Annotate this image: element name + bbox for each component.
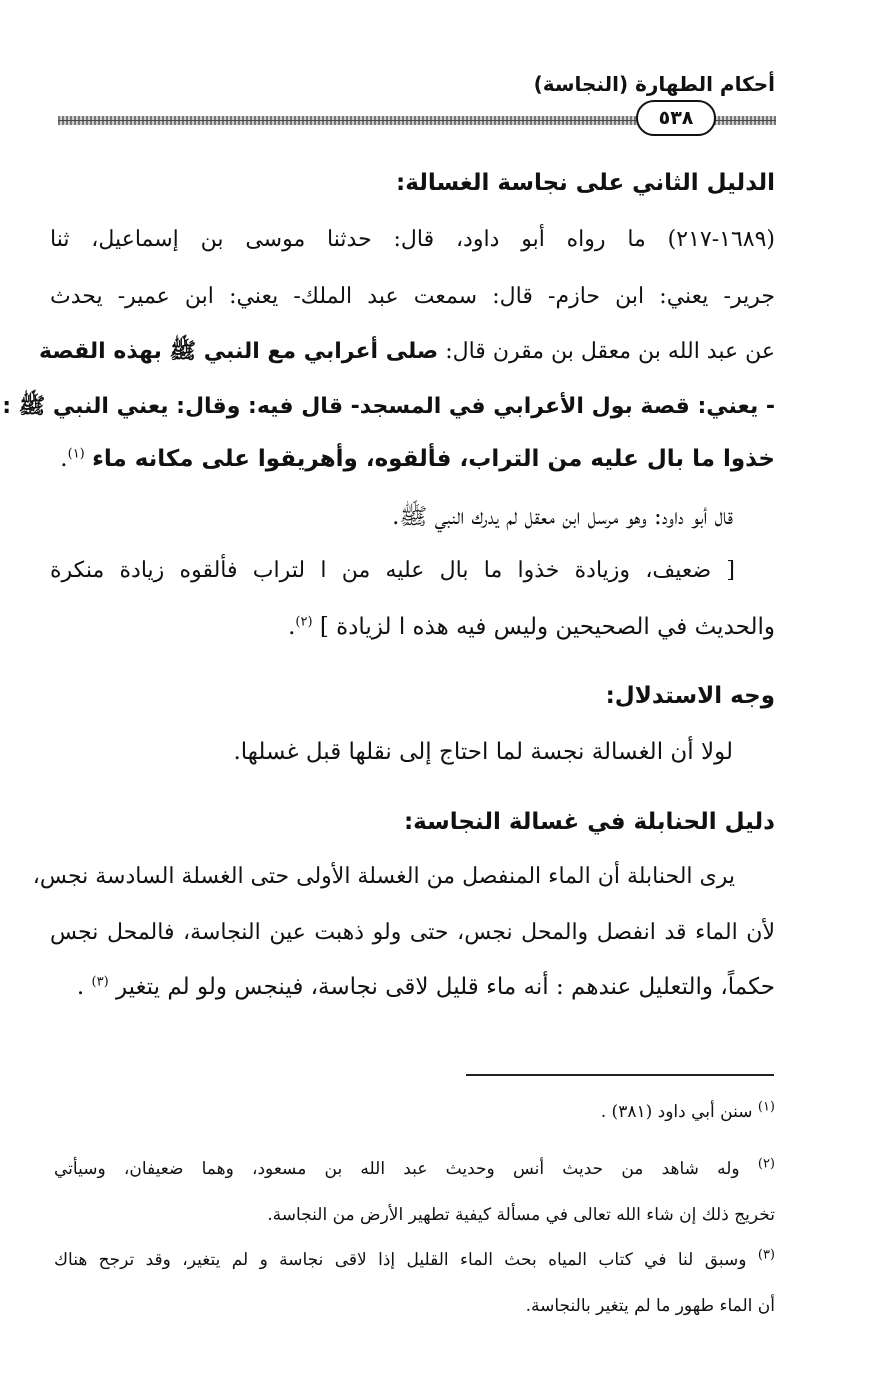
hanbali-line-3-text: حكماً، والتعليل عندهم : أنه ماء قليل لاقى نجاسة، فينجس ولو لم يتغير <box>115 974 775 1000</box>
hadith-line-3-plain: عن عبد الله بن معقل بن مقرن قال: <box>445 339 775 364</box>
running-title: أحكام الطهارة (النجاسة) <box>533 72 775 96</box>
hadith-line-5 <box>60 444 775 474</box>
footnote-2-line-1 <box>54 1157 775 1181</box>
footnote-1 <box>601 1100 775 1124</box>
hanbali-line-3 <box>77 972 775 1002</box>
hadith-line-3 <box>39 337 775 367</box>
hadith-line-2: جرير- يعني: ابن حازم- قال: سمعت عبد الملك- يعني: ابن عمير- يحدث <box>50 284 775 309</box>
hanbali-line-1: يرى الحنابلة أن الماء المنفصل من الغسلة الأولى حتى الغسلة السادسة نجس، <box>32 864 735 889</box>
hadith-line-3-bold: صلى أعرابي مع النبي ﷺ بهذه القصة <box>39 339 439 364</box>
grading-line-2-end: . <box>288 614 296 640</box>
abu-dawud-remark: قال أبو داود: وهو مرسل ابن معقل لم يدرك النبي ﷺ. <box>392 504 733 530</box>
grading-line-1: [ ضعيف، وزيادة خذوا ما بال عليه من ا لتراب فألقوه زيادة منكرة <box>50 558 735 583</box>
hadith-line-5-bold: خذوا ما بال عليه من التراب، فألقوه، وأهريقوا على مكانه ماء <box>92 446 775 472</box>
footnote-mark-3: (٣) <box>757 1247 775 1263</box>
section-heading: دليل الحنابلة في غسالة النجاسة: <box>403 809 775 835</box>
footnote-3-line-1 <box>54 1248 775 1272</box>
footnote-2-line-2: تخريج ذلك إن شاء الله تعالى في مسألة كيفية تطهير الأرض من النجاسة. <box>267 1205 775 1225</box>
footnote-ref-1: (١) <box>67 446 85 462</box>
footnote-3-text-1: وسبق لنا في كتاب المياه بحث الماء القليل إذا لاقى نجاسة و لم يتغير، وقد ترجح هناك <box>54 1250 747 1270</box>
footnote-1-text: سنن أبي داود (٣٨١) . <box>600 1102 753 1122</box>
footnote-3-line-2: أن الماء طهور ما لم يتغير بالنجاسة. <box>525 1296 775 1316</box>
section-heading: وجه الاستدلال: <box>605 683 775 709</box>
hanbali-line-3-end: . <box>76 974 92 1000</box>
hadith-line-5-end: . <box>60 446 68 472</box>
footnote-ref-3: (٣) <box>91 974 109 990</box>
page-number: ٥٣٨ <box>636 100 716 136</box>
footnote-separator <box>466 1074 774 1076</box>
hadith-line-4: - يعني: قصة بول الأعرابي في المسجد- قال فيه: وقال: يعني النبي ﷺ : <box>2 394 775 419</box>
grading-line-2 <box>288 612 775 642</box>
footnote-ref-2: (٢) <box>295 614 313 630</box>
grading-line-2-text: والحديث في الصحيحين وليس فيه هذه ا لزيادة ] <box>319 614 775 640</box>
hadith-line-1: (١٦٨٩-٢١٧) ما رواه أبو داود، قال: حدثنا موسى بن إسماعيل، ثنا <box>50 227 775 252</box>
inference-text: لولا أن الغسالة نجسة لما احتاج إلى نقلها قبل غسلها. <box>233 739 733 765</box>
hanbali-line-2: لأن الماء قد انفصل والمحل نجس، حتى ولو ذهبت عين النجاسة، فالمحل نجس <box>50 920 775 945</box>
footnote-2-text-1: وله شاهد من حديث أنس وحديث عبد الله بن مسعود، وهما ضعيفان، وسيأتي <box>54 1159 740 1179</box>
footnote-mark-1: (١) <box>757 1099 775 1115</box>
section-heading: الدليل الثاني على نجاسة الغسالة: <box>396 170 775 196</box>
footnote-mark-2: (٢) <box>757 1156 775 1172</box>
